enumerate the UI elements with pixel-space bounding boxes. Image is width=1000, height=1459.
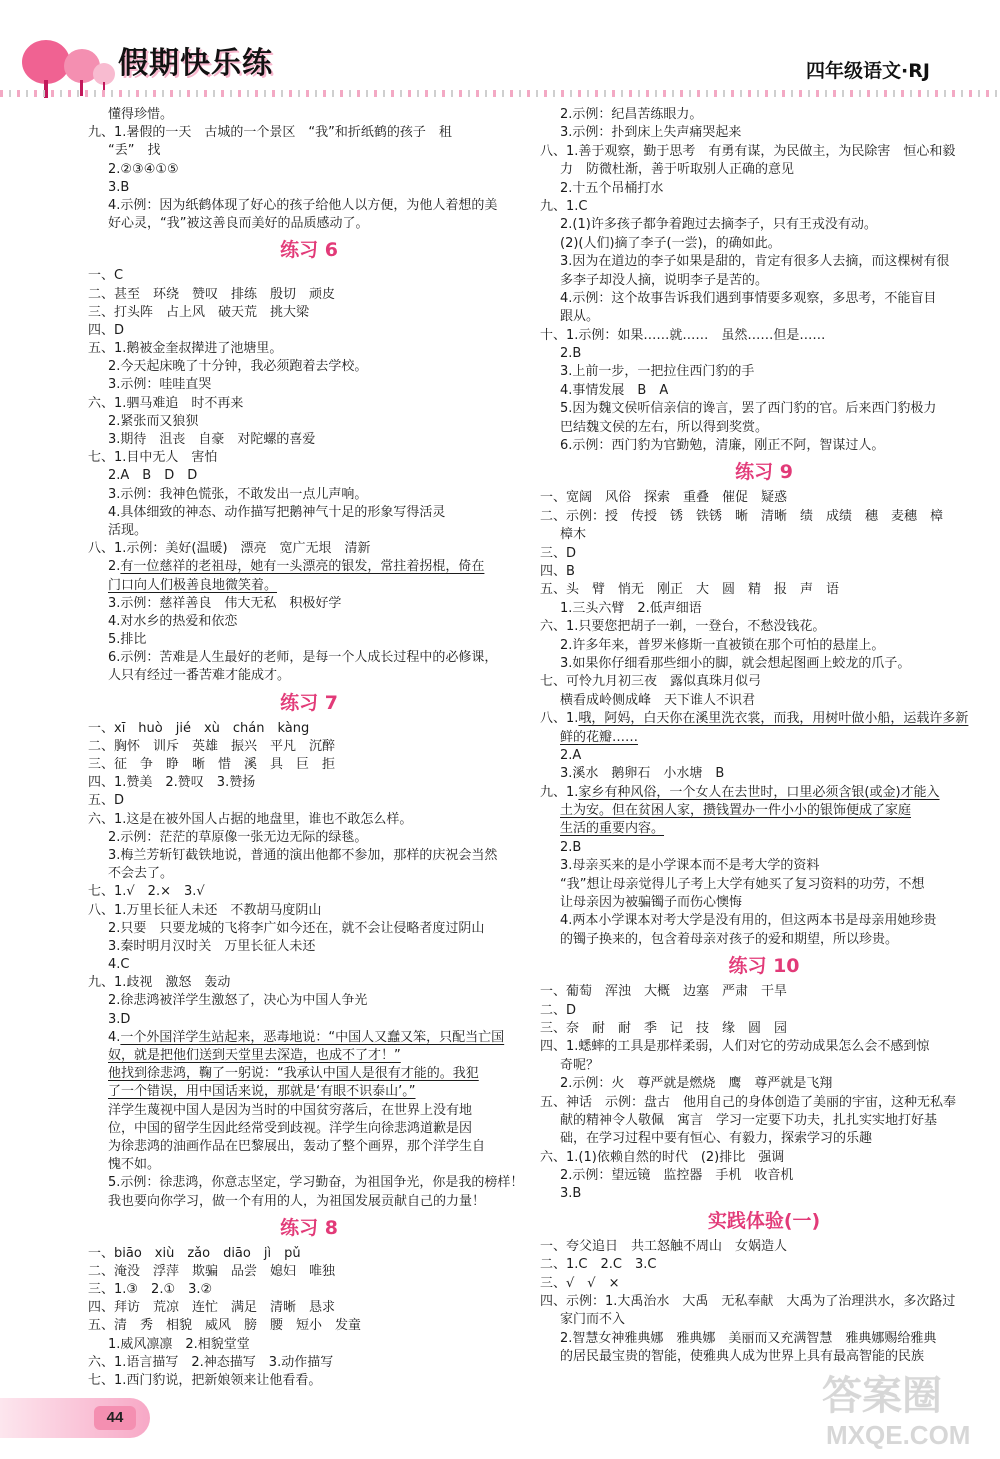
answer-line — [88, 902, 530, 920]
section-heading: 实践体验(一) — [707, 1209, 821, 1232]
answer-text: 二、甚至 环绕 赞叹 排练 殷切 顽皮 — [88, 286, 336, 302]
underlined-answer-text: 鲜的花瓣…… — [560, 729, 639, 745]
answer-text: 二、1.C 2.C 3.C — [540, 1257, 657, 1273]
answer-text: 位，中国的留学生因此经常受到歧视。洋学生向徐悲鸿道歉是因 — [108, 1120, 473, 1136]
answer-line — [88, 179, 530, 197]
answer-text: 3.秦时明月汉时关 万里长征人未还 — [108, 938, 316, 954]
answer-line — [540, 1075, 988, 1093]
answer-line — [540, 161, 988, 179]
answer-text: 4.示例：因为纸鹤体现了好心的孩子给他人以方便，为他人着想的美 — [108, 197, 498, 213]
answer-text: 六、1.这是在被外国人占据的地盘里，谁也不敢怎么样。 — [88, 811, 413, 827]
answer-line — [88, 774, 530, 792]
answer-line — [540, 272, 988, 290]
answer-text: 6.示例：苦难是人生最好的老师，是每一个人成长过程中的必修课， — [108, 650, 498, 666]
answer-text: 2.十五个吊桶打水 — [560, 180, 664, 196]
answer-text: 4. — [108, 1029, 121, 1045]
answer-text: 三、打头阵 占上风 破天荒 挑大梁 — [88, 304, 310, 320]
answer-text: 2.A B D D — [108, 468, 198, 484]
answer-line — [540, 437, 988, 455]
answer-line — [88, 1083, 530, 1101]
underlined-answer-text: 哦，阿妈，白天你在溪里洗衣裳，而我，用树叶做小船，运载许多新 — [578, 711, 969, 727]
answer-line — [540, 382, 988, 400]
answer-line — [88, 142, 530, 160]
answer-line — [540, 600, 988, 618]
answer-line — [88, 613, 530, 631]
answer-text: 为徐悲鸿的油画作品在巴黎展出，轰动了整个画界，那个洋学生自 — [108, 1138, 486, 1154]
answer-text: 3.母亲买来的是小学课本而不是考大学的资料 — [560, 858, 820, 874]
answer-text: 5.排比 — [108, 632, 147, 648]
answer-text: 六、1.驷马难追 时不再来 — [88, 395, 244, 411]
answer-text: 让母亲因为被骗镯子而伤心懊悔 — [560, 895, 743, 911]
answer-text: 3.示例：哇哇直哭 — [108, 377, 212, 393]
underlined-answer-text: 奴，就是把他们送到天堂里去深造，也成不了才！” — [108, 1048, 401, 1063]
answer-line — [88, 1317, 530, 1335]
answer-text: 三、奈 耐 耐 季 记 技 缘 圆 园 — [540, 1020, 788, 1036]
answer-text: 3.B — [108, 179, 130, 195]
answer-text: 3.如果你仔细看那些细小的脚，就会想起图画上蛟龙的爪子。 — [560, 655, 911, 671]
left-column — [88, 106, 530, 1398]
answer-line — [88, 1193, 530, 1211]
answer-line — [88, 865, 530, 883]
answer-line — [540, 216, 988, 234]
underlined-answer-text: 家乡有种风俗，一个女人在去世时，口里必须含银(或金)才能入 — [578, 784, 940, 800]
answer-line — [88, 431, 530, 449]
answer-text: 八、1.善于观察，勤于思考 有勇有谋，为民做主，为民除害 恒心和毅 — [540, 143, 956, 159]
answer-line — [88, 286, 530, 304]
answer-line — [540, 143, 988, 161]
answer-text: 洋学生蔑视中国人是因为当时的中国贫穷落后，在世界上没有地 — [108, 1102, 473, 1118]
answer-line — [540, 508, 988, 526]
answer-line — [88, 938, 530, 956]
underlined-answer-text: 有一位慈祥的老祖母，她有一头漂亮的银发，常拄着拐棍，倚在 — [120, 559, 485, 575]
answer-line — [540, 235, 988, 253]
answer-line — [88, 522, 530, 540]
answer-text: 九、1.歧视 激怒 轰动 — [88, 975, 231, 991]
answer-line — [540, 710, 988, 728]
answer-text: 3.期待 沮丧 自豪 对陀螺的喜爱 — [108, 432, 316, 447]
answer-line — [88, 1281, 530, 1299]
answer-text: 础，在学习过程中要有恒心、有毅力，探索学习的乐趣 — [560, 1131, 873, 1147]
answer-line — [88, 1047, 530, 1065]
answer-line — [88, 540, 530, 558]
answer-line — [540, 802, 988, 820]
answer-line — [88, 992, 530, 1010]
answer-text: 2.B — [560, 839, 582, 855]
answer-line — [540, 655, 988, 673]
answer-line — [88, 106, 530, 124]
answer-line — [88, 738, 530, 756]
answer-text: 3.因为在道边的李子如果是甜的，肯定有很多人去摘，而这棵树有很 — [560, 254, 950, 270]
answer-line — [88, 124, 530, 142]
answer-text: 二、胸怀 训斥 英雄 振兴 平凡 沉醉 — [88, 738, 336, 754]
answer-line — [88, 486, 530, 504]
answer-text: 九、1.暑假的一天 古城的一个景区 “我”和折纸鹤的孩子 租 — [88, 125, 452, 141]
answer-text: 家门而不入 — [560, 1312, 626, 1328]
answer-text: 献的精神令人敬佩 寓言 学习一定要下功夫，扎扎实实地打好基 — [560, 1112, 938, 1128]
answer-text: 一、夸父追日 共工怒触不周山 女娲造人 — [540, 1238, 788, 1254]
answer-text: 三、1.③ 2.① 3.② — [88, 1282, 213, 1298]
answer-line — [540, 106, 988, 124]
answer-line — [540, 1167, 988, 1185]
answer-text: 八、1.示例：美好(温暖) 漂亮 宽广无垠 清新 — [88, 541, 371, 557]
answer-line — [88, 449, 530, 467]
answer-text: 八、1.万里长征人未还 不教胡马度阴山 — [88, 902, 322, 918]
answer-text: 3.示例：我神色慌张，不敢发出一点儿声响。 — [108, 486, 368, 502]
answer-line — [88, 595, 530, 613]
answer-text: 力 防微杜渐，善于听取别人正确的意见 — [560, 162, 795, 178]
right-column — [540, 106, 988, 1398]
watermark-url: MXQE.COM — [826, 1420, 971, 1450]
answer-line — [88, 1156, 530, 1174]
answer-text: 跟从。 — [560, 309, 600, 325]
answer-line — [540, 1311, 988, 1329]
answer-text: 四、1.赞美 2.赞叹 3.赞扬 — [88, 775, 256, 791]
answer-text: 六、1.语言描写 2.神态描写 3.动作描写 — [88, 1354, 334, 1370]
answer-text: 七、可怜九月初三夜 露似真珠月似弓 — [540, 674, 762, 690]
answer-text: 一、葡萄 浑浊 大概 边塞 严肃 干旱 — [540, 984, 788, 1000]
answer-line — [88, 1011, 530, 1029]
answer-text: 4.C — [108, 957, 130, 973]
answer-line — [88, 1174, 530, 1192]
answer-line — [540, 1275, 988, 1293]
answer-text: 九、1.C — [540, 198, 588, 214]
answer-text: 五、1.鹅被金奎叔撵进了池塘里。 — [88, 341, 283, 357]
answer-line — [540, 526, 988, 544]
answer-text: 二、淹没 浮萍 欺骗 品尝 媳妇 唯独 — [88, 1263, 336, 1279]
answer-line — [88, 829, 530, 847]
page-number: 44 — [94, 1406, 136, 1430]
section-heading: 练习 7 — [280, 691, 338, 714]
answer-line — [540, 253, 988, 271]
underlined-answer-text: 生活的重要内容。 — [560, 821, 665, 837]
answer-text: 七、1.西门豹说，把新娘领来让他看看。 — [88, 1373, 322, 1388]
answer-line — [540, 618, 988, 636]
underlined-answer-text: 他找到徐悲鸿，鞠了一躬说：“我承认中国人是很有才能的。我犯 — [108, 1066, 479, 1082]
answer-line — [540, 400, 988, 418]
answer-text: 三、征 争 睁 晰 惜 溪 具 巨 拒 — [88, 757, 336, 772]
answer-line — [540, 363, 988, 381]
answer-text: 四、1.蟋蟀的工具是那样柔弱，人们对它的劳动成果怎么会不感到惊 — [540, 1039, 930, 1055]
answer-line — [540, 1348, 988, 1366]
underlined-answer-text: 门口向人们极善良地微笑着。 — [108, 577, 278, 593]
answer-text: 好心灵，“我”被这善良而美好的品质感动了。 — [108, 216, 369, 232]
answer-line — [88, 1372, 530, 1390]
answer-text: 3.示例：扑到床上失声痛哭起来 — [560, 125, 742, 141]
decorative-divider — [0, 90, 1000, 97]
answer-text: 四、拜访 荒凉 连忙 满足 清晰 恳求 — [88, 1300, 336, 1316]
answer-text: 六、1.(1)依赖自然的时代 (2)排比 强调 — [540, 1149, 785, 1165]
brand-title: 假期快乐练 — [118, 46, 273, 81]
answer-line — [540, 419, 988, 437]
answer-line — [540, 345, 988, 363]
answer-line — [540, 820, 988, 838]
answer-line — [540, 692, 988, 710]
answer-text: 横看成岭侧成峰 天下谁人不识君 — [560, 692, 756, 708]
answer-line — [540, 545, 988, 563]
answer-text: 的居民最宝贵的智能，使雅典人成为世界上具有最高智能的民族 — [560, 1349, 925, 1365]
answer-line — [540, 581, 988, 599]
answer-line — [540, 637, 988, 655]
answer-text: 三、√ √ × — [540, 1275, 620, 1291]
answer-line — [540, 747, 988, 765]
section-heading: 练习 6 — [280, 239, 338, 262]
answer-text: 2.智慧女神雅典娜 雅典娜 美丽而又充满智慧 雅典娜赐给雅典 — [560, 1330, 937, 1346]
answer-line — [88, 340, 530, 358]
answer-text: 2.徐悲鸿被洋学生激怒了，决心为中国人争光 — [108, 993, 368, 1009]
answer-line — [540, 563, 988, 581]
answer-line — [88, 974, 530, 992]
answer-line — [88, 1065, 530, 1083]
answer-text: 一、C — [88, 268, 124, 284]
answer-line — [540, 857, 988, 875]
tree-crown — [22, 40, 70, 84]
answer-line — [88, 1354, 530, 1372]
answer-text: 十、1.示例：如果……就…… 虽然……但是…… — [540, 327, 826, 343]
answer-text: 四、B — [540, 563, 575, 579]
answer-line — [88, 649, 530, 667]
answer-text: 奇呢？ — [560, 1057, 600, 1073]
answer-text: 3.B — [560, 1186, 582, 1202]
grade-subject-label: 四年级语文·RJ — [806, 60, 930, 82]
answer-text: 2.示例：茫茫的草原像一张无边无际的绿毯。 — [108, 829, 368, 845]
answer-line — [88, 1245, 530, 1263]
answer-text: 九、1. — [540, 784, 579, 800]
answer-line — [88, 376, 530, 394]
watermark-logo-text: 答案圈 — [822, 1373, 942, 1419]
answer-line — [88, 304, 530, 322]
answer-text: 六、1.只要您把胡子一剃，一登台，不愁没钱花。 — [540, 619, 826, 635]
answer-line — [540, 180, 988, 198]
answer-line — [540, 308, 988, 326]
answer-text: 二、D — [540, 1002, 577, 1018]
answer-line — [540, 489, 988, 507]
answer-line — [540, 839, 988, 857]
answer-line — [88, 577, 530, 595]
answer-text: 3.上前一步，一把拉住西门豹的手 — [560, 364, 755, 380]
answer-text: 五、神话 示例：盘古 他用自己的身体创造了美丽的宇宙，这种无私奉 — [540, 1094, 957, 1110]
answer-line — [88, 811, 530, 829]
answer-line — [540, 1020, 988, 1038]
answer-line — [540, 124, 988, 142]
answer-text: 五、头 臂 悄无 刚正 大 圆 精 报 声 语 — [540, 582, 840, 598]
answer-text: 3.溪水 鹅卵石 小水塘 B — [560, 766, 725, 782]
answer-line — [540, 876, 988, 894]
answer-text: 3.D — [108, 1011, 131, 1027]
answer-line — [88, 197, 530, 215]
answer-text: “丢” 找 — [108, 143, 161, 159]
answer-text: 6.示例：西门豹为官勤勉，清廉，刚正不阿，智谋过人。 — [560, 438, 885, 454]
answer-line — [88, 667, 530, 685]
answer-text: 1.三头六臂 2.低声细语 — [560, 600, 702, 616]
answer-line — [540, 327, 988, 345]
answer-text: 3.示例：慈祥善良 伟大无私 积极好学 — [108, 595, 342, 611]
answer-text: 七、1.目中无人 害怕 — [88, 450, 218, 466]
answer-text: 活现。 — [108, 522, 148, 538]
answer-line — [540, 983, 988, 1001]
answer-text: 2.B — [560, 346, 582, 362]
answer-line — [88, 1120, 530, 1138]
answer-line — [88, 847, 530, 865]
answer-text: 2.②③④①⑤ — [108, 161, 179, 177]
answer-text: 2.许多年来，普罗米修斯一直被锁在那个可怕的悬崖上。 — [560, 637, 885, 653]
answer-text: 四、示例：1.大禹治水 大禹 无私奉献 大禹为了治理洪水，多次路过 — [540, 1294, 956, 1310]
answer-text: 2.示例：火 尊严就是燃烧 鹰 尊严就是飞翔 — [560, 1076, 833, 1092]
answer-text: 一、xī huò jié xù chán kàng — [88, 720, 310, 736]
answer-text: 2.今天起床晚了十分钟，我必须跑着去学校。 — [108, 359, 368, 375]
answer-line — [88, 1263, 530, 1281]
answer-text: 人只有经过一番苦难才能成才。 — [108, 668, 291, 684]
tree-crown — [93, 63, 115, 85]
answer-line — [88, 756, 530, 774]
answer-line — [88, 395, 530, 413]
answer-text: 2.紧张而又狼狈 — [108, 413, 199, 429]
underlined-answer-text: 了一个错误，用中国话来说，那就是‘有眼不识泰山’。” — [108, 1084, 416, 1100]
answer-text: “我”想让母亲觉得儿子考上大学有她买了复习资料的功劳，不想 — [560, 876, 925, 892]
answer-line — [88, 215, 530, 233]
section-heading: 练习 9 — [735, 461, 793, 484]
answer-text: 一、宽阔 风俗 探索 重叠 催促 疑惑 — [540, 490, 788, 506]
answer-text: 不会去了。 — [108, 866, 174, 882]
answer-text: 多李子却没人摘，说明李子是苦的。 — [560, 272, 769, 288]
answer-text: 3.梅兰芳斩钉截铁地说，普通的演出他都不参加，那样的庆祝会当然 — [108, 847, 498, 863]
answer-line — [540, 1057, 988, 1075]
answer-line — [540, 1002, 988, 1020]
answer-text: 五、清 秀 相貌 威风 膀 腰 短小 发童 — [88, 1318, 362, 1334]
answer-text: 三、D — [540, 545, 577, 561]
answer-line — [88, 413, 530, 431]
answer-text: 5.示例：徐悲鸿，你意志坚定，学习勤奋，为祖国争光，你是我的榜样！ — [108, 1175, 524, 1191]
answer-line — [88, 467, 530, 485]
section-heading: 练习 10 — [728, 955, 800, 978]
answer-line — [540, 1112, 988, 1130]
answer-line — [540, 1149, 988, 1167]
answer-line — [540, 1094, 988, 1112]
answer-text: (2)(人们)摘了李子(一尝)，的确如此。 — [560, 235, 781, 251]
answer-text: 2.(1)许多孩子都争着跑过去摘李子，只有王戎没有动。 — [560, 217, 877, 233]
answer-text: 2.示例：纪昌苦练眼力。 — [560, 107, 703, 122]
answer-line — [88, 1102, 530, 1120]
answer-line — [88, 1299, 530, 1317]
answer-line — [88, 920, 530, 938]
answer-line — [88, 631, 530, 649]
answer-line — [540, 673, 988, 691]
answer-line — [88, 504, 530, 522]
answer-line — [88, 792, 530, 810]
answer-text: 2.示例：望远镜 监控器 手机 收音机 — [560, 1168, 794, 1184]
answer-line — [540, 198, 988, 216]
answer-line — [88, 1029, 530, 1047]
answer-text: 五、D — [88, 793, 125, 809]
answer-line — [540, 912, 988, 930]
answer-line — [540, 894, 988, 912]
answer-text: 4.事情发展 B A — [560, 382, 669, 398]
answer-line — [88, 720, 530, 738]
answer-line — [540, 1130, 988, 1148]
answer-line — [88, 883, 530, 901]
answer-line — [540, 784, 988, 802]
answer-line — [540, 1293, 988, 1311]
underlined-answer-text: 一个外国洋学生站起来，恶毒地说：“中国人又蠢又笨，只配当亡国 — [120, 1029, 505, 1045]
answer-line — [540, 1256, 988, 1274]
answer-line — [88, 558, 530, 576]
answer-line — [540, 931, 988, 949]
answer-text: 2.只要 只要龙城的飞将李广如今还在，就不会让侵略者度过阴山 — [108, 920, 485, 936]
answer-text: 1.威风凛凛 2.相貌堂堂 — [108, 1336, 250, 1352]
answer-line — [540, 1330, 988, 1348]
answer-text: 4.示例：这个故事告诉我们遇到事情要多观察，多思考，不能盲目 — [560, 290, 937, 306]
answer-text: 一、biāo xiù zǎo diāo jì pǔ — [88, 1245, 301, 1261]
section-heading: 练习 8 — [280, 1216, 338, 1239]
answer-text: 八、1. — [540, 711, 579, 727]
underlined-answer-text: 土为安。但在贫困人家，攒钱置办一件小小的银饰便成了家庭 — [560, 803, 912, 819]
answer-line — [88, 956, 530, 974]
answer-text: 巴结魏文侯的左右，所以得到奖赏。 — [560, 419, 769, 435]
answer-line — [88, 1138, 530, 1156]
answer-text: 樟木 — [560, 527, 587, 543]
answer-line — [540, 729, 988, 747]
answer-text: 2. — [108, 559, 121, 575]
answer-line — [540, 1185, 988, 1203]
answer-text: 我也要向你学习，做一个有用的人，为祖国发展贡献自己的力量！ — [108, 1193, 486, 1209]
answer-text: 七、1.√ 2.× 3.√ — [88, 884, 205, 900]
answer-text: 二、示例：授 传授 锈 铁锈 晰 清晰 绩 成绩 穗 麦穗 樟 — [540, 508, 944, 524]
answer-line — [88, 1336, 530, 1354]
answer-line — [88, 358, 530, 376]
answer-line — [88, 267, 530, 285]
answer-text: 4.两本小学课本对考大学是没有用的，但这两本书是母亲用她珍贵 — [560, 913, 937, 929]
answer-line — [88, 161, 530, 179]
answer-text: 愧不如。 — [108, 1157, 161, 1173]
answer-text: 2.A — [560, 747, 582, 763]
answer-text: 5.因为魏文侯听信亲信的谗言，罢了西门豹的官。后来西门豹极力 — [560, 401, 937, 417]
answer-line — [540, 765, 988, 783]
answer-text: 4.对水乡的热爱和依恋 — [108, 613, 238, 629]
answer-line — [540, 1038, 988, 1056]
answer-line — [88, 322, 530, 340]
answer-line — [540, 290, 988, 308]
answer-line — [540, 1238, 988, 1256]
answer-text: 4.具体细致的神态、动作描写把鹅神气十足的形象写得活灵 — [108, 504, 446, 520]
answer-text: 四、D — [88, 322, 125, 338]
answer-text: 懂得珍惜。 — [108, 107, 174, 122]
answer-text: 的镯子换来的，包含着母亲对孩子的爱和期望，所以珍贵。 — [560, 931, 899, 947]
